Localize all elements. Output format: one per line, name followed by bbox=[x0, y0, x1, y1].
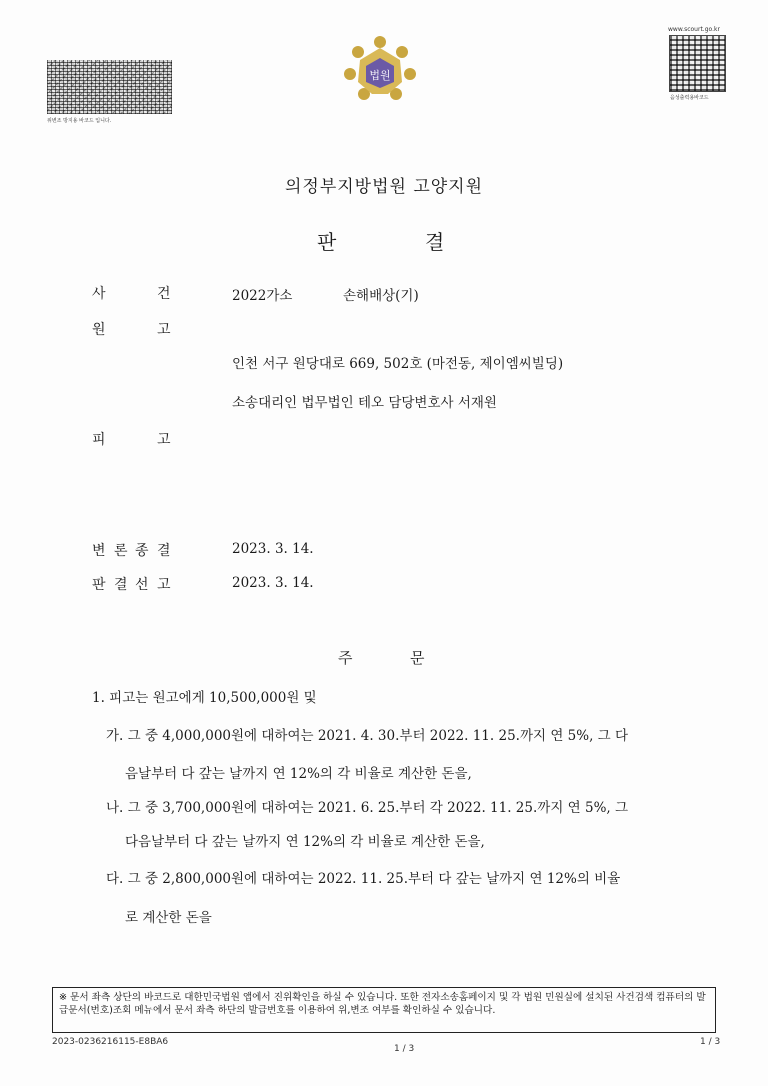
page-number-right: 1 / 3 bbox=[700, 1037, 721, 1047]
order-ga-line-2: 음날부터 다 갚는 날까지 연 12%의 각 비율로 계산한 돈을, bbox=[125, 766, 472, 782]
order-item-1: 1. 피고는 원고에게 10,500,000원 및 bbox=[92, 690, 317, 706]
qr-caption: 음성출력용바코드 bbox=[670, 95, 709, 101]
plaintiff-label-1: 원 bbox=[92, 322, 106, 338]
plaintiff-label-2: 고 bbox=[157, 322, 171, 338]
order-ga-line-1: 가. 그 중 4,000,000원에 대하여는 2021. 4. 30.부터 2022. 11. 25.까지 연 5%, 그 다 bbox=[106, 728, 629, 744]
closing-date: 2023. 3. 14. bbox=[232, 541, 314, 557]
emblem-text: 법원 bbox=[369, 69, 391, 82]
closing-label-2: 론 bbox=[114, 543, 128, 559]
court-emblem-icon bbox=[340, 34, 420, 104]
closing-label-4: 결 bbox=[157, 543, 171, 559]
site-url: www.scourt.go.kr bbox=[668, 26, 720, 33]
order-title-char-2: 문 bbox=[410, 649, 425, 667]
order-title-char-1: 주 bbox=[338, 649, 353, 667]
case-label-1: 사 bbox=[92, 286, 106, 302]
order-na-line-2: 다음날부터 다 갚는 날까지 연 12%의 각 비율로 계산한 돈을, bbox=[125, 834, 485, 850]
doc-title-char-1: 판 bbox=[317, 230, 339, 254]
issue-number: 2023-0236216115-E8BA6 bbox=[52, 1037, 169, 1047]
court-name: 의정부지방법원 고양지원 bbox=[284, 177, 484, 197]
case-number: 2022가소 bbox=[232, 288, 293, 304]
judgment-label-3: 선 bbox=[135, 577, 149, 593]
closing-label-3: 종 bbox=[135, 543, 149, 559]
case-label-2: 건 bbox=[157, 286, 171, 302]
judgment-date: 2023. 3. 14. bbox=[232, 575, 314, 591]
plaintiff-address: 인천 서구 원당대로 669, 502호 (마전동, 제이엠씨빌딩) bbox=[232, 356, 564, 372]
plaintiff-counsel: 소송대리인 법무법인 테오 담당변호사 서재원 bbox=[232, 395, 497, 411]
order-da-line-2: 로 계산한 돈을 bbox=[125, 910, 212, 926]
defendant-label-1: 피 bbox=[92, 432, 106, 448]
judgment-label-1: 판 bbox=[92, 577, 106, 593]
order-na-line-1: 나. 그 중 3,700,000원에 대하여는 2021. 6. 25.부터 각 2022. 11. 25.까지 연 5%, 그 bbox=[106, 800, 629, 816]
defendant-label-2: 고 bbox=[157, 432, 171, 448]
case-name: 손해배상(기) bbox=[343, 288, 419, 304]
order-da-line-1: 다. 그 중 2,800,000원에 대하여는 2022. 11. 25.부터 다 갚는 날까지 연 12%의 비율 bbox=[106, 871, 621, 887]
closing-label-1: 변 bbox=[92, 543, 106, 559]
judgment-label-2: 결 bbox=[114, 577, 128, 593]
page-number-center: 1 / 3 bbox=[394, 1044, 415, 1054]
judgment-label-4: 고 bbox=[157, 577, 171, 593]
qr-code bbox=[669, 35, 726, 92]
verification-notice: ※ 문서 좌측 상단의 바코드로 대한민국법원 앱에서 진위확인을 하실 수 있습니다. 또한 전자소송홈페이지 및 각 법원 민원실에 설치된 사건검색 컴퓨터의 발급문서(번호)조회 메뉴에서 문서 좌측 하단의 발급번호를 이용하여 위,변조 여부를 확인하실 수 있습니다. bbox=[52, 987, 716, 1033]
barcode-caption: 위변조 방지용 바코드 입니다. bbox=[47, 118, 112, 124]
doc-title-char-2: 결 bbox=[425, 230, 447, 254]
verification-barcode bbox=[47, 60, 172, 114]
